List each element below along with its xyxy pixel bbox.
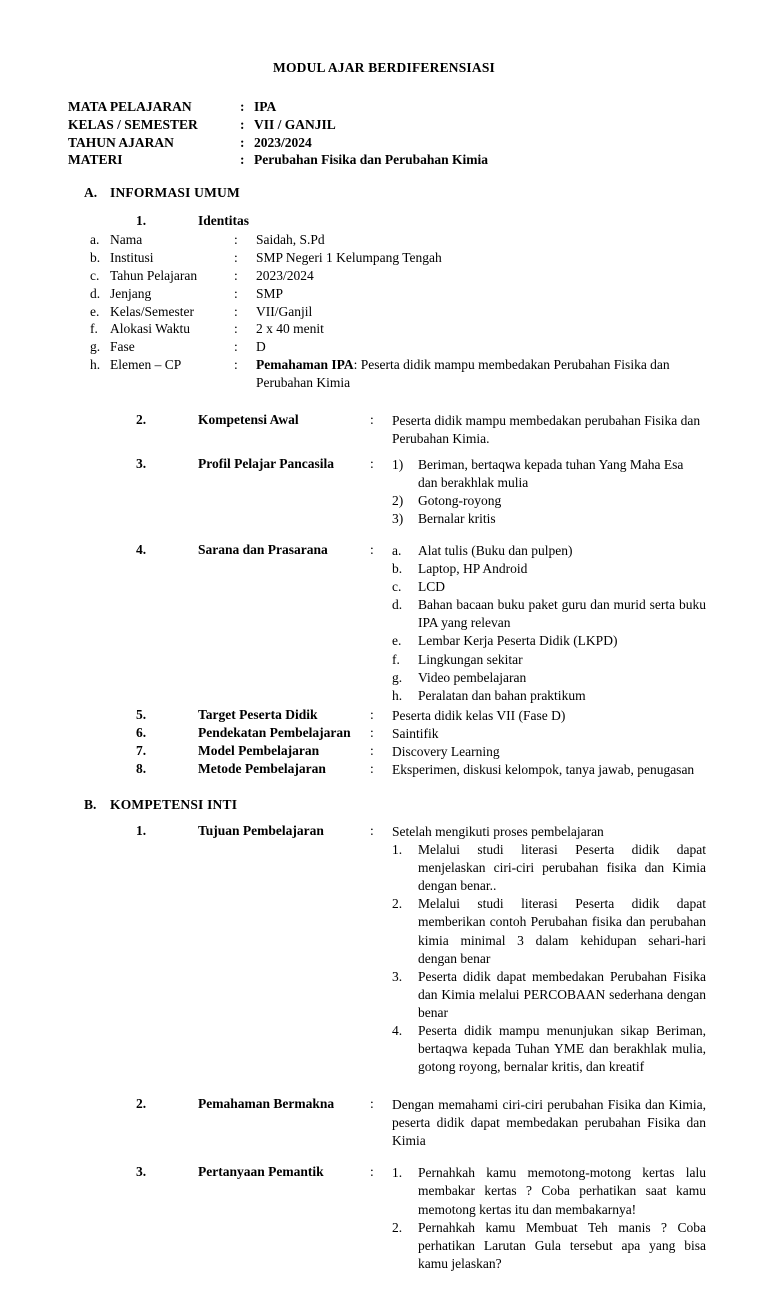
identitas-row	[62, 231, 706, 249]
identitas-colon: :	[234, 339, 238, 355]
list-item	[392, 895, 706, 967]
elemen-rest: : Peserta didik mampu membedakan Perubahan Fisika dan Perubahan Kimia	[256, 356, 670, 390]
pertanyaan-colon: :	[370, 1164, 374, 1180]
list-marker: 3.	[392, 968, 403, 984]
profil-pelajar-list	[392, 456, 706, 528]
identitas-row	[62, 285, 706, 303]
sarana-row	[62, 542, 706, 705]
list-marker: f.	[90, 321, 98, 337]
list-text: Alat tulis (Buku dan pulpen)	[418, 543, 573, 559]
page-title: MODUL AJAR BERDIFERENSIASI	[273, 60, 495, 75]
identitas-name: h. Elemen – CP	[90, 356, 182, 372]
identitas-value: Saidah, S.Pd	[256, 232, 325, 248]
meta-value: VII / GANJIL	[254, 116, 336, 132]
list-marker: g.	[392, 669, 403, 685]
meta-label: MATA PELAJARAN	[68, 99, 192, 114]
identitas-colon: :	[234, 267, 238, 283]
list-text: Lingkungan sekitar	[418, 651, 523, 667]
list-marker: c.	[90, 267, 100, 283]
pemahaman-num: 2.	[136, 1096, 147, 1112]
section-title: INFORMASI UMUM	[110, 185, 240, 201]
pemahaman-bermakna-row	[62, 1096, 706, 1150]
identitas-name: g. Fase	[90, 339, 135, 355]
list-item	[392, 687, 706, 705]
meta-row	[68, 116, 706, 134]
identitas-value: 2023/2024	[256, 267, 314, 283]
row-num: 5.	[136, 706, 147, 722]
identitas-row	[62, 267, 706, 285]
list-item	[392, 510, 706, 528]
list-marker: d.	[90, 285, 101, 301]
kompetensi-awal-num: 2.	[136, 411, 147, 427]
pertanyaan-label: Pertanyaan Pemantik	[198, 1164, 324, 1180]
list-marker: 2)	[392, 492, 404, 508]
section-letter: B.	[84, 797, 97, 813]
list-marker: b.	[90, 250, 101, 266]
identitas-name: d. Jenjang	[90, 285, 152, 301]
identitas-colon: :	[234, 303, 238, 319]
list-marker: d.	[392, 597, 403, 613]
list-marker: 2.	[392, 1219, 403, 1235]
identitas-colon: :	[234, 250, 238, 266]
kompetensi-awal-value: Peserta didik mampu membedakan perubahan Fisika dan Perubahan Kimia.	[392, 412, 701, 446]
list-item	[392, 651, 706, 669]
list-text: Gotong-royong	[418, 492, 502, 508]
row-value: Eksperimen, diskusi kelompok, tanya jawab, penugasan	[392, 761, 695, 777]
identitas-row	[62, 249, 706, 267]
sarana-num: 4.	[136, 542, 147, 558]
row-num: 7.	[136, 742, 147, 758]
list-marker: h.	[90, 356, 101, 372]
meta-colon: :	[240, 116, 245, 132]
identitas-colon: :	[234, 232, 238, 248]
meta-colon: :	[240, 99, 245, 114]
section-letter: A.	[84, 185, 98, 201]
list-item	[392, 1164, 706, 1218]
pertanyaan-num: 3.	[136, 1164, 147, 1180]
list-item	[392, 456, 706, 492]
identitas-list	[62, 231, 706, 391]
pertanyaan-list	[392, 1164, 706, 1272]
sarana-colon: :	[370, 542, 374, 558]
list-marker: c.	[392, 579, 402, 595]
identitas-value: VII/Ganjil	[256, 303, 313, 319]
identitas-name: f. Alokasi Waktu	[90, 321, 191, 337]
header-meta	[68, 98, 706, 169]
list-item	[392, 968, 706, 1022]
kompetensi-awal-colon: :	[370, 411, 374, 427]
meta-label: KELAS / SEMESTER	[68, 116, 198, 132]
list-marker: 3)	[392, 510, 404, 526]
identitas-value-elemen	[256, 356, 706, 392]
identitas-value: SMP Negeri 1 Kelumpang Tengah	[256, 250, 442, 266]
meta-label: TAHUN AJARAN	[68, 134, 174, 150]
model-pembelajaran-row	[62, 743, 706, 761]
identitas-name: b. Institusi	[90, 250, 154, 266]
list-text: Peserta didik mampu menunjukan sikap Beriman, bertaqwa kepada Tuhan YME dan berakhlak mulia, gotong royong, bernalar kritis, dan kreatif	[418, 1022, 706, 1075]
row-label: Pendekatan Pembelajaran	[198, 724, 351, 740]
identitas-title: Identitas	[198, 213, 250, 229]
meta-colon: :	[240, 134, 245, 150]
identitas-name: a. Nama	[90, 232, 143, 248]
row-colon: :	[370, 724, 374, 740]
identitas-value: 2 x 40 menit	[256, 321, 324, 337]
identitas-num: 1.	[136, 213, 147, 229]
identitas-value: D	[256, 339, 266, 355]
meta-value: IPA	[254, 99, 277, 114]
tujuan-num: 1.	[136, 823, 147, 839]
identitas-name: c. Tahun Pelajaran	[90, 267, 198, 283]
list-marker: 4.	[392, 1022, 403, 1038]
pertanyaan-pemantik-row	[62, 1164, 706, 1272]
row-label: Target Peserta Didik	[198, 706, 318, 722]
list-text: Lembar Kerja Peserta Didik (LKPD)	[418, 633, 618, 649]
section-title: KOMPETENSI INTI	[110, 797, 238, 813]
profil-pelajar-label: Profil Pelajar Pancasila	[198, 455, 334, 471]
list-marker: 1.	[392, 1165, 403, 1181]
identitas-name: e. Kelas/Semester	[90, 303, 194, 319]
meta-row	[68, 98, 706, 116]
meta-row	[68, 134, 706, 152]
tujuan-body	[392, 823, 706, 1076]
list-item	[392, 1022, 706, 1076]
meta-colon: :	[240, 152, 245, 168]
list-marker: 2.	[392, 896, 403, 912]
pendekatan-pembelajaran-row	[62, 725, 706, 743]
list-text: Pernahkah kamu Membuat Teh manis ? Coba perhatikan Larutan Gula tersebut apa yang bisa kamu jelaskan?	[418, 1219, 706, 1271]
list-marker: h.	[392, 687, 403, 703]
section-heading-a	[62, 185, 706, 201]
profil-pelajar-num: 3.	[136, 455, 147, 471]
profil-pelajar-row	[62, 456, 706, 528]
list-text: Melalui studi literasi Peserta didik dapat memberikan contoh Perubahan fisika dan perubahan kimia minimal 3 dalam kehidupan sehari-hari dengan benar	[418, 896, 706, 966]
row-num: 6.	[136, 724, 147, 740]
meta-value: 2023/2024	[254, 134, 312, 150]
list-item	[392, 632, 706, 650]
list-marker: e.	[392, 633, 402, 649]
row-value: Saintifik	[392, 725, 439, 741]
identitas-heading	[62, 213, 706, 229]
kompetensi-awal-label: Kompetensi Awal	[198, 411, 299, 427]
identitas-row	[62, 303, 706, 321]
tujuan-colon: :	[370, 823, 374, 839]
identitas-colon: :	[234, 321, 238, 337]
list-item	[392, 560, 706, 578]
list-item	[392, 669, 706, 687]
sarana-label: Sarana dan Prasarana	[198, 542, 328, 558]
identitas-row	[62, 356, 706, 392]
row-label: Metode Pembelajaran	[198, 760, 326, 776]
list-marker: a.	[90, 232, 100, 248]
list-text: Laptop, HP Android	[418, 561, 528, 577]
row-colon: :	[370, 706, 374, 722]
list-item	[392, 542, 706, 560]
row-colon: :	[370, 742, 374, 758]
list-text: Bahan bacaan buku paket guru dan murid serta buku IPA yang relevan	[418, 597, 706, 631]
row-value: Discovery Learning	[392, 743, 500, 759]
identitas-value: SMP	[256, 285, 284, 301]
kompetensi-awal-row	[62, 412, 706, 448]
row-label: Model Pembelajaran	[198, 742, 320, 758]
list-text: Bernalar kritis	[418, 510, 496, 526]
list-marker: g.	[90, 339, 101, 355]
list-marker: 1)	[392, 456, 404, 472]
section-heading-b	[62, 797, 706, 813]
row-colon: :	[370, 760, 374, 776]
identitas-row	[62, 338, 706, 356]
list-marker: e.	[90, 303, 100, 319]
row-num: 8.	[136, 760, 147, 776]
list-marker: 1.	[392, 842, 403, 858]
identitas-colon: :	[234, 356, 238, 372]
list-text: LCD	[418, 579, 445, 595]
meta-value: Perubahan Fisika dan Perubahan Kimia	[254, 152, 489, 168]
meta-label: MATERI	[68, 152, 123, 168]
pemahaman-label: Pemahaman Bermakna	[198, 1096, 335, 1112]
list-marker: f.	[392, 651, 400, 667]
list-item	[392, 492, 706, 510]
list-text: Pernahkah kamu memotong-motong kertas lalu membakar kertas ? Coba perhatikan saat kamu memotong kertas itu dan membakarnya!	[418, 1165, 706, 1217]
identitas-row	[62, 320, 706, 338]
tujuan-intro: Setelah mengikuti proses pembelajaran	[392, 824, 604, 840]
list-marker: b.	[392, 561, 403, 577]
target-peserta-didik-row	[62, 707, 706, 725]
list-text: Melalui studi literasi Peserta didik dapat menjelaskan ciri-ciri perubahan fisika dan Kimia dengan benar..	[418, 842, 706, 894]
list-text: Video pembelajaran	[418, 669, 527, 685]
pemahaman-value: Dengan memahami ciri-ciri perubahan Fisika dan Kimia, peserta didik dapat membedakan perubahan Fisika dan Kimia	[392, 1097, 706, 1149]
profil-pelajar-colon: :	[370, 455, 374, 471]
list-item	[392, 596, 706, 632]
list-marker: a.	[392, 543, 402, 559]
tujuan-pembelajaran-row	[62, 823, 706, 1076]
pemahaman-colon: :	[370, 1096, 374, 1112]
elemen-bold-label: Pemahaman IPA	[256, 356, 354, 372]
list-item	[392, 841, 706, 895]
row-value: Peserta didik kelas VII (Fase D)	[392, 707, 566, 723]
tujuan-label: Tujuan Pembelajaran	[198, 823, 324, 839]
metode-pembelajaran-row	[62, 761, 706, 779]
sarana-list	[392, 542, 706, 705]
list-item	[392, 578, 706, 596]
identitas-colon: :	[234, 285, 238, 301]
list-text: Beriman, bertaqwa kepada tuhan Yang Maha Esa dan berakhlak mulia	[418, 456, 684, 490]
list-item	[392, 1219, 706, 1273]
meta-row	[68, 151, 706, 169]
list-text: Peralatan dan bahan praktikum	[418, 687, 586, 703]
list-text: Peserta didik dapat membedakan Perubahan Fisika dan Kimia melalui PERCOBAAN sederhana dengan benar	[418, 968, 706, 1020]
